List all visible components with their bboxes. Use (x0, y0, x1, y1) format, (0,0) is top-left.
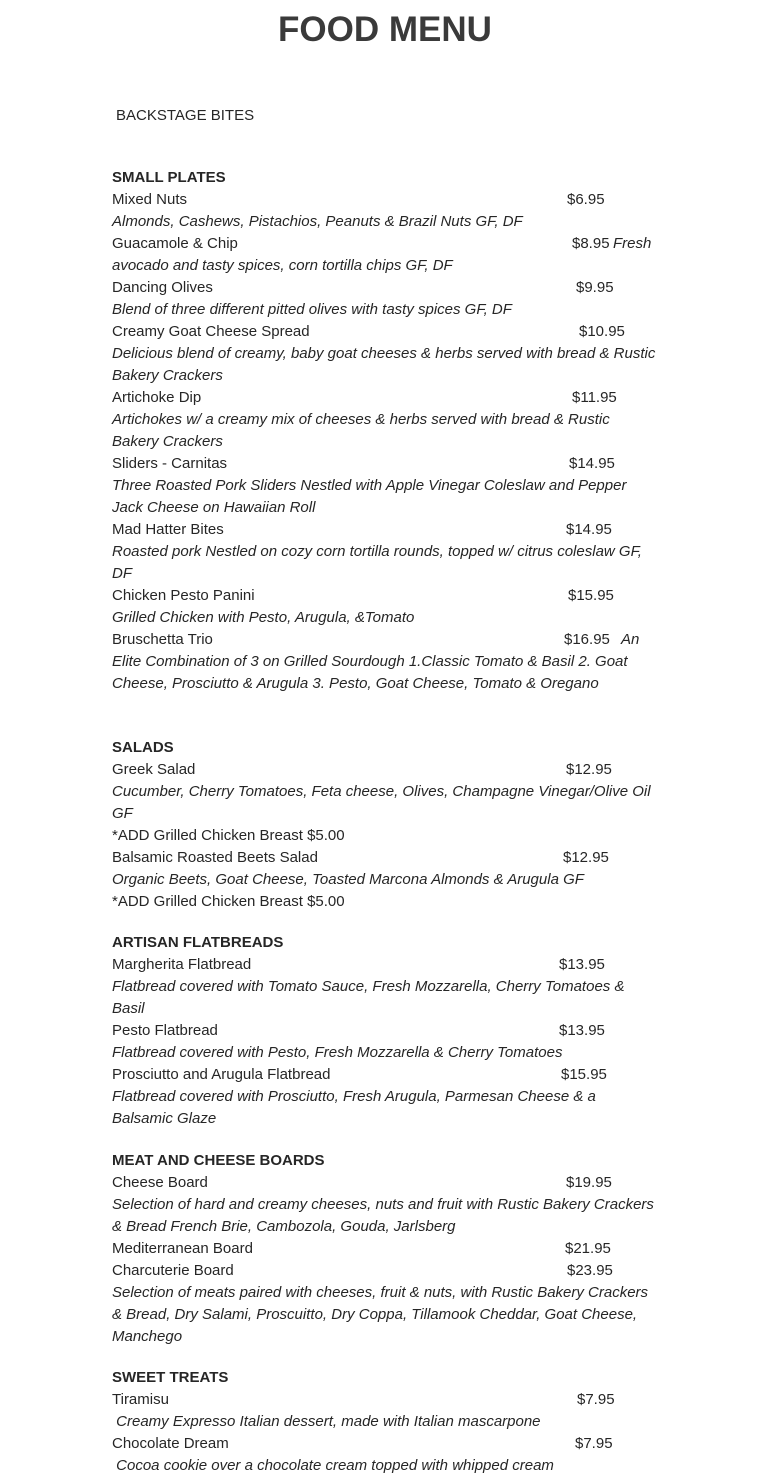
item-name: Mad Hatter Bites (112, 521, 224, 538)
menu-item-prosciutto-flatbread (112, 1064, 660, 1086)
item-name: Artichoke Dip (112, 389, 202, 406)
item-description: Cocoa cookie over a chocolate cream topped with whipped cream (112, 1457, 554, 1474)
item-name: Tiramisu (112, 1391, 169, 1408)
item-description: Organic Beets, Goat Cheese, Toasted Marcona Almonds & Arugula GF (112, 871, 584, 888)
menu-item-mediterranean-board (112, 1238, 660, 1260)
item-description: Flatbread covered with Pesto, Fresh Mozzarella & Cherry Tomatoes (112, 1044, 563, 1061)
item-description: Three Roasted Pork Sliders Nestled with Apple Vinegar Coleslaw and Pepper Jack Cheese on Hawaiian Roll (112, 477, 627, 516)
menu-item-mixed-nuts (112, 189, 660, 211)
item-name: Chocolate Dream (112, 1435, 229, 1452)
item-name: Sliders - Carnitas (112, 455, 228, 472)
menu-item-goat-cheese-spread (112, 321, 660, 343)
item-description: Blend of three different pitted olives with tasty spices GF, DF (112, 301, 512, 318)
item-description: Artichokes w/ a creamy mix of cheeses & herbs served with bread & Rustic Bakery Crackers (112, 411, 610, 450)
item-name: Margherita Flatbread (112, 956, 252, 973)
item-description: Delicious blend of creamy, baby goat cheeses & herbs served with bread & Rustic Bakery Crackers (112, 345, 656, 384)
item-description-start: Fresh (613, 235, 652, 252)
item-name: Chicken Pesto Panini (112, 587, 255, 604)
item-name: Bruschetta Trio (112, 631, 213, 648)
menu-item-chicken-pesto-panini (112, 585, 660, 607)
item-price: $15.95 (568, 587, 614, 604)
item-name: Charcuterie Board (112, 1262, 234, 1279)
item-price: $13.95 (559, 956, 605, 973)
venue-subtitle: BACKSTAGE BITES (116, 107, 255, 124)
item-price: $15.95 (561, 1066, 607, 1083)
menu (112, 167, 660, 1477)
item-description: Creamy Expresso Italian dessert, made with Italian mascarpone (112, 1413, 541, 1430)
item-name: Guacamole & Chip (112, 235, 238, 252)
section-heading-salads: SALADS (112, 739, 174, 756)
item-description: Elite Combination of 3 on Grilled Sourdough 1.Classic Tomato & Basil 2. Goat Cheese, Prosciutto & Arugula 3. Pesto, Goat Cheese, Tomato & Oregano (112, 653, 628, 692)
item-addon: *ADD Grilled Chicken Breast $5.00 (112, 893, 345, 910)
menu-item-chocolate-dream (112, 1433, 660, 1455)
item-description: Roasted pork Nestled on cozy corn tortilla rounds, topped w/ citrus coleslaw GF, DF (112, 543, 642, 582)
item-price: $12.95 (563, 849, 609, 866)
section-heading-flatbreads: ARTISAN FLATBREADS (112, 934, 284, 951)
item-name: Mediterranean Board (112, 1240, 253, 1257)
item-description: Flatbread covered with Tomato Sauce, Fresh Mozzarella, Cherry Tomatoes & Basil (112, 978, 625, 1017)
item-name: Prosciutto and Arugula Flatbread (112, 1066, 331, 1083)
item-name: Pesto Flatbread (112, 1022, 218, 1039)
menu-item-charcuterie-board (112, 1260, 660, 1282)
item-price: $14.95 (566, 521, 612, 538)
item-description: avocado and tasty spices, corn tortilla chips GF, DF (112, 257, 453, 274)
section-heading-small-plates: SMALL PLATES (112, 169, 226, 186)
menu-item-mad-hatter-bites (112, 519, 660, 541)
item-name: Balsamic Roasted Beets Salad (112, 849, 318, 866)
menu-item-artichoke-dip (112, 387, 660, 409)
item-name: Greek Salad (112, 761, 196, 778)
section-heading-sweet-treats: SWEET TREATS (112, 1369, 229, 1386)
menu-item-tiramisu (112, 1389, 660, 1411)
item-description-start: An (621, 631, 640, 648)
item-price: $14.95 (569, 455, 615, 472)
item-price: $9.95 (576, 279, 614, 296)
menu-item-beets-salad (112, 847, 660, 869)
item-price: $23.95 (567, 1262, 613, 1279)
menu-item-pesto-flatbread (112, 1020, 660, 1042)
item-price: $21.95 (565, 1240, 611, 1257)
item-price: $7.95 (575, 1435, 613, 1452)
item-price: $13.95 (559, 1022, 605, 1039)
section-heading-boards: MEAT AND CHEESE BOARDS (112, 1152, 325, 1169)
page-title: FOOD MENU (278, 10, 492, 49)
item-price: $12.95 (566, 761, 612, 778)
menu-item-guacamole (112, 233, 660, 255)
menu-item-greek-salad (112, 759, 660, 781)
item-description: Grilled Chicken with Pesto, Arugula, &Tomato (112, 609, 415, 626)
menu-item-dancing-olives (112, 277, 660, 299)
menu-item-margherita-flatbread (112, 954, 660, 976)
item-description: Almonds, Cashews, Pistachios, Peanuts & Brazil Nuts GF, DF (112, 213, 523, 230)
item-price: $6.95 (567, 191, 605, 208)
item-price: $10.95 (579, 323, 625, 340)
item-price: $11.95 (572, 389, 617, 406)
menu-item-bruschetta-trio (112, 629, 660, 651)
menu-item-cheese-board (112, 1172, 660, 1194)
item-price: $8.95 (572, 235, 610, 252)
item-name: Cheese Board (112, 1174, 208, 1191)
item-price: $19.95 (566, 1174, 612, 1191)
item-name: Mixed Nuts (112, 191, 188, 208)
item-name: Creamy Goat Cheese Spread (112, 323, 310, 340)
item-description: Flatbread covered with Prosciutto, Fresh Arugula, Parmesan Cheese & a Balsamic Glaze (112, 1088, 596, 1127)
menu-item-sliders-carnitas (112, 453, 660, 475)
item-description: Cucumber, Cherry Tomatoes, Feta cheese, Olives, Champagne Vinegar/Olive Oil GF (112, 783, 651, 822)
item-addon: *ADD Grilled Chicken Breast $5.00 (112, 827, 345, 844)
item-price: $7.95 (577, 1391, 615, 1408)
item-description: Selection of hard and creamy cheeses, nuts and fruit with Rustic Bakery Crackers & Bread French Brie, Cambozola, Gouda, Jarlsberg (112, 1196, 654, 1235)
item-name: Dancing Olives (112, 279, 213, 296)
item-price: $16.95 (564, 631, 610, 648)
item-description: Selection of meats paired with cheeses, fruit & nuts, with Rustic Bakery Crackers & Bread, Dry Salami, Proscuitto, Dry Coppa, Tillamook Cheddar, Goat Cheese, Manchego (112, 1284, 649, 1345)
